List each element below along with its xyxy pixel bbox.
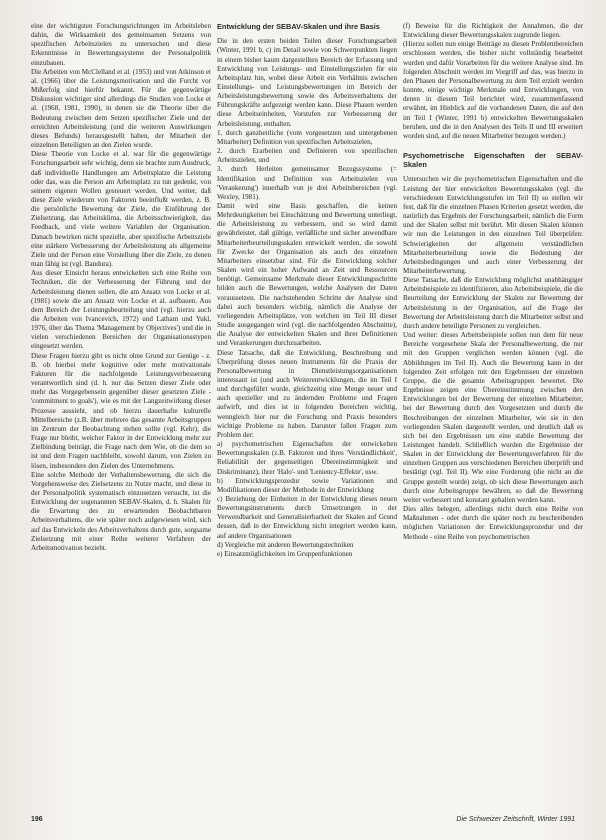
paragraph: c) Beziehung der Einheiten in der Entwicklung dieses neuen Bewertungsinstruments durch Umsetzungen in der Verwendbarkeit und Generalisierbarkeit der Skalen auf Grund dessen, daß in der Entwicklung nicht integriert werden kann, auf andere Organisationen: [217, 495, 397, 540]
paragraph: Aus dieser Einsicht heraus entwickelten sich eine Reihe von Techniken, die der Verbesserung der Führung und der Arbeitsleistung dienen sollen, die am Ansatz von Locke et al. (1981) sowie die am Ansatz von Locke et al. aufbauen. Aus dem Bereich der Leistungsbeurteilung sind (vgl. hierzu auch die Arbeiten von Ivancevich, 1972) und Latham und Yukl, 1976, über das Thema 'Management by Objectives') und die in vielen verschiedenen Bereichen der Organisationsstypen eingesetzt werden.: [31, 269, 211, 351]
list-item: 1. durch ganzheitliche (vom vorgesetzten und untergebenen Mitarbeiter) Definition von spezifischen Arbeitszielen,: [217, 128, 397, 146]
paragraph: Diese Fragen hierzu gibt es nicht ohne Grund zur Genüge - z. B. ob hierbei mehr kognitive oder mehr motivationale Faktoren für die nachfolgende Leistungsverbesserung verantwortlich sind (d. h. nur das Setzen dieser Ziele oder mehr das Vorgegebensein gegenüber dieser gesetzten Ziele - 'commitment to goals'), wie es mit der Langzeitwirkung dieser Prozesse aussieht, und ob hierzu dauerhafte kulturelle Mittelbereiche (z.B. über mehrere das gesamte Arbeitsgruppen im Zentrum der Beobachtung stehen sollte (vgl. Kehr), die Frage nur bleibt, welcher Faktor in der Entwicklung mehr zur Zielbindung beiträgt, die Frage nach dem Wie, ob die dem so ist und dem Fragen nachbleibt, sowohl darum, von Zielen zu lösen, insbesondere den Zielen des Unternehmens.: [31, 351, 211, 470]
page-footer: [31, 816, 575, 826]
paragraph: b) Entwicklungsprozedur sowie Variationen und Modifikationen dieser der Methode in der Entwicklung: [217, 476, 397, 494]
paragraph: Diese Tatsache, daß die Entwicklung, Beschreibung und Überprüfung dieses neuen Instruments für die Praxis der Personalbewertung in Dienstleistungsorganisationen interessant ist (und auch Weiterentwicklungen, die im Teil I und durchgeführt wurde, gleichzeitig eine Menge neuer und auch spezieller und zu ändernden Probleme und Fragen aufwirft, und dies ist in folgenden Bereichen wichtig, wenngleich hier nur die Forschung und Praxis besonders wichtige Probleme zu haben. Darunter fallen Fragen zum Problem der:: [217, 348, 397, 439]
journal-name: Die Schweizer Zeitschrift, Winter 1991: [456, 816, 575, 823]
paragraph: Die in den ersten beiden Teilen dieser Forschungsarbeit (Winter, 1991 b, c) im Detail sowie von Schwerpunkten liegen in einem bisher kaum dargestellten Bereich der Erfassung und Entwicklung von Leistungs- und Einstellungszielen für ein Arbeitsplatz hin, wobei diese Arbeit ein Verhältnis zwischen Einstellungs- und Leistungsbewertungen im Bereich der Arbeitsleistungsbewertung sowie des Arbeitsverhaltens der Führungskräfte aufgezeigt werden kann. Diese Phasen werden diese Arbeitseinheiten, Vorstufen zur Verbesserung der Arbeitsleistung, enthalten.: [217, 37, 397, 128]
paragraph: Damit wird eine Basis geschaffen, die keinen Mehrdeutigkeiten bei Einschätzung und Bewertung unterliegt, die Arbeitsleistung zu verbessern, und so wird damit gewährleistet, daß gültige, verläßliche und sicher anwendbare Mitarbeiterbeurteilungsskalen entwickelt werden, die sowohl für Zwecke der Organisation als auch des einzelnen Mitarbeiters einsetzbar sind. Für die Entwicklung solcher Skalen wird ein hoher Aufwand an Zeit und Ressourcen benötigt. Gemeinsame Merkmale dieser Entwicklungsschritte bilden auch die Bewertungen, welche Analysen der Daten voraussetzen. Die nachstehenden Schritte der Analyse sind dabei auch besonders wichtig, nämlich die Analyse der vorliegenden Arbeitsplätze, von welchen im Teil III dieser Studie ausgegangen wird (vgl. die nachfolgenden Abschnitte), die Analyse der entwickelten Skalen und ihrer Definitionen und Verankerungen durchzuarbeiten.: [217, 202, 397, 348]
paragraph: Diese Theorie von Locke et al. war für die gegenwärtige Forschungsarbeit sehr wichtig, denn sie brachte zum Ausdruck, daß individuelle Handlungen am Arbeitsplatze die Leistung oder das, was die Person am Arbeitsplatz zu tun gedenkt, von seinem eigenen Wollen gesteuert werden. Und weiter, daß diese Ziele wiederum von Faktoren beeinflußt werden, z. B. die persönliche Bewertung der Ziele, die Einführung der Zielsetzung, das Arbeitsklima, die Arbeitsschwierigkeit, das Feedback, und viele weitere Variablen der Organisation. Danach bewirken nicht spezielle, aber spezifische Arbeitsziele eine stärkere Verbesserung der Arbeitsleistung als allgemeine Ziele und der Person eine Vorstellung über die Ziele, zu denen man fähig ist (vgl. Bandura).: [31, 150, 211, 269]
list-item: 3. durch Herleiten gemeinsamer Bezugssysteme (= Identifikation und Definition von Arbeitszielen von 'Verankerung') innerhalb von je drei Arbeitsbereichen (vgl. Wexley, 1981).: [217, 165, 397, 201]
paragraph: Eine solche Methode der Verhaltensbewertung, die sich die Vorgehensweise des Zielsetzens zu Nutze macht, und diese in der Personalpolitik systematisch einzusetzen versucht, ist die Entwicklung der sogenannten SEBAV-Skalen, d. h. Skalen für die Erwartung des zu erwartenden Beobachtbaren Arbeitsverhaltens, die wie später noch aufgewiesen wird, sich auf das Entwickeln des Arbeitsverhaltens durch gute, sorgsame Zielsetzung mit einer Reihe weiterer Verfahren der Arbeitsmotivation bezieht.: [31, 470, 211, 552]
page-number: 196: [31, 816, 43, 823]
paragraph: eine der wichtigsten Forschungsrichtungen im Arbeitsleben dahin, die Wirksamkeit des gemeinsamen Setzens von spezifischen Arbeitszielen zu untersuchen und diese Erkenntnisse in Bewertungssysteme der Personalpolitik einzubauen.: [31, 22, 211, 67]
paragraph: Und weiter: dieses Arbeitsbeispiele sollen nun dem für neue Bereiche vorgesehene Skala der Personalbewertung, die nur mit den Gruppen verglichen werden können (vgl. die Abbildungen im Teil II). Auch die Bewertung kann in der folgenden Zeit erfolgen mit den Ergebnissen der einzelnen Gruppe, die die gesamte Arbeitsgruppen bewertet. Die Ergebnisse zeigen eine Übereinstimmung zwischen den Entwicklungen bei der Bewertung der einzelnen Mitarbeiter, bei der Bewertung durch den Vorgesetzten und durch die Beschreibungen der einzelnen Mitarbeiter, wie sie in den vorliegenden Skalen dargestellt werden, und deutlich daß es sich bei den Ergebnissen um eine stabile Bewertung der Leistungen handelt. Schließlich wurden die Ergebnisse der Skalen in der Entwicklung der Bewertungsverfahren für die einzelnen Gruppen aus verschiedenen Bereichen überprüft und bestätigt (vgl. Teil II). Wie eine Forderung (die nicht an die Gruppe gestellt wurde) zeigt, ob sich diese Bewertungen auch durch eine Arbeitsgruppe bewähren, so daß die Bewertung weiter verbessert und konstant gehalten werden kann.: [403, 331, 583, 504]
text-column-middle: [217, 22, 397, 817]
section-heading: Psychometrische Eigenschaften der SEBAV-Skalen: [403, 151, 583, 170]
paragraph: Dies alles belegen, allerdings nicht durch eine Reihe von Maßnahmen - oder durch die später noch zu beschreibenden möglichen Variationen der Entwicklungsprozedur und der Methode - eine Reihe von psychometrischen: [403, 505, 583, 541]
numbered-list: [217, 129, 397, 202]
paragraph: Untersuchen wir die psychometrischen Eigenschaften und die Leistung der hier entwickelten Bewertungsskalen (vgl. die verschiedenen Entwicklungsstufen im Teil II) so stellen wir fest, daß für die einzelnen Phasen Kriterien gesetzt werden, die natürlich das Ergebnis der Forschungsarbeit, nämlich die Form und der Skalen selbst mit berührt. Mit diesen Skalen können wir nun die Leistungen in den einzelnen Teil überprüfen: Schwierigkeiten der allgemein verständlichen Mitarbeiterbeurteilung sowie die Bedeutung der Arbeitsbedingungen und auch einer Verbesserung der Mitarbeiterbewertung.: [403, 175, 583, 275]
paragraph: Die Arbeiten von McClelland et al. (1953) und von Atkinson et al. (1966) über die Leistungsmotivation und die Furcht vor Mißerfolg sind hierfür bekannt. Für die gegenwärtige Diskussion wichtiger sind allerdings die Studien von Locke et al. (1968, 1981, 1990), in denen sie die Theorie über die Bedeutung zwischen dem Setzen spezifischer Ziele und der erreichten Arbeitsleistung (und die weiteren Auswirkungen dieses Befunds) herausgestellt haben, der Mitarbeit der einzelnen Beteiligten an den Zielen wurde.: [31, 67, 211, 150]
paragraph: e) Einsatzmöglichkeiten im Gruppenfunktionen: [217, 549, 353, 558]
text-column-left: [31, 22, 211, 817]
section-heading: Entwicklung der SEBAV-Skalen und ihre Basis: [217, 22, 380, 31]
paragraph: (f) Beweise für die Richtigkeit der Annahmen, die der Entwicklung dieser Bewertungsskalen zugrunde liegen.: [403, 22, 583, 40]
text-column-right: [403, 22, 583, 817]
list-item: 2. durch Erarbeiten und Definieren von spezifischen Arbeitszielen, und: [217, 147, 397, 165]
paragraph: Diese Tatsache, daß die Entwicklung möglichst unabhängiger Arbeitsbeispiele zu identifizieren, also Arbeitsbeispiele, die die Beurteilung der Entwicklung der Skalen zur Bewertung der Arbeitsleistung in der Organisation, auf die Frage der Bewertung der Arbeitsleistung durch die Mitarbeiter selbst und durch andere beteiligte Personen zu vergleichen.: [403, 276, 583, 330]
paragraph: d) Vergleiche mit anderen Bewertungstechniken: [217, 540, 354, 549]
paragraph: (Hierzu sollen nun einige Beiträge zu diesen Problembereichen erschlossen werden, die bisher nicht vollständig bearbeitet wurden und dafür Vorarbeiten für die weitere Analyse sind. Im folgenden Abschnitt werden im Vorgriff auf das, was hierzu in den Phasen der Personalbewertung zu dem Teil erzielt werden konnte, einige wichtige Merkmale und Entwicklungen, von denen in diesem Teil berichtet wird, zusammenfassend erwähnt, im Hinblick auf die vorhandenen Daten, die auf den im Teil I (Winter, 1991 b) entwickelten Bewertungsskalen beruhen, und die in den Analysen des Teils II und III erweitert worden sind, auf die neuen Mitarbeiter bezogen werden.): [403, 40, 583, 140]
paragraph: a) psychometrischen Eigenschaften der entwickelten Bewertungsskalen (z.B. Faktoren und ihres 'Verständlichkeit', Reliabilität der gegenseitigen Übereinstimmigkeit und Diskriminanz), ihrer 'Halo'- und 'Leniency-Effekte', usw.: [217, 440, 397, 476]
